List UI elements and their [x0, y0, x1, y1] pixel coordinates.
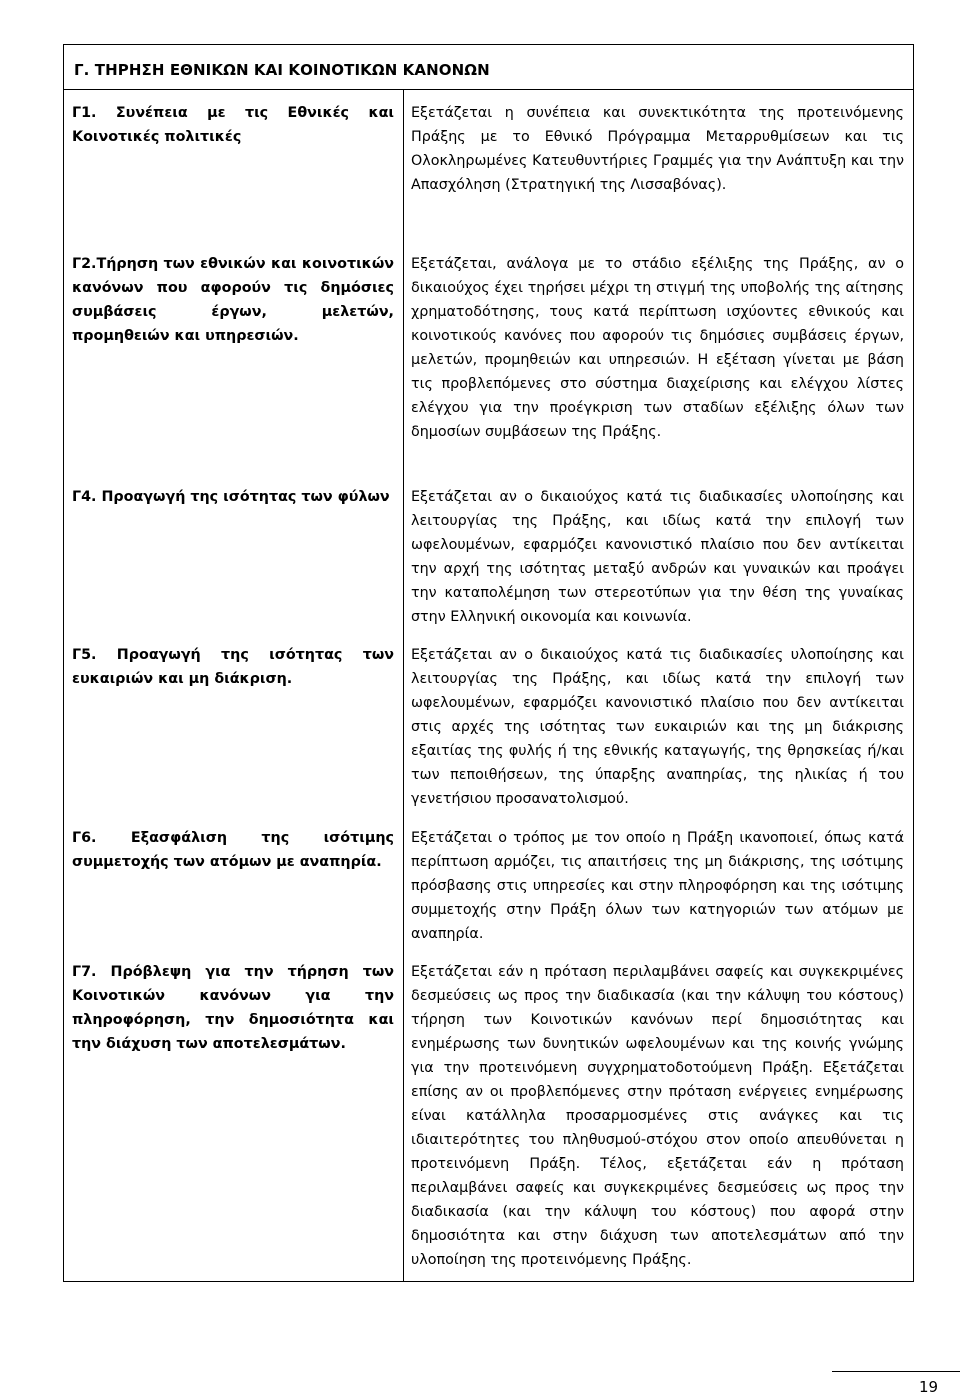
criteria-grid [64, 90, 913, 1281]
description-g2: Εξετάζεται, ανάλογα με το στάδιο εξέλιξης της Πράξης, αν ο δικαιούχος έχει τηρήσει μέχρι τη στιγμή της υποβολής της αίτησης χρηματοδότησης, τους κατά περίπτωση ισχύοντες εθνικούς και κοινοτικούς κανόνες που αφορούν τις δημόσιες συμβάσεις έργων, μελετών, προμηθειών και υπηρεσιών. Η εξέταση γίνεται με βάση τις προβλεπόμενες στο σύστημα διαχείρισης και ελέγχου λίστες ελέγχου για την προέγκριση των σταδίων εξέλιξης όλων των δημοσίων συμβάσεων της Πράξης. [411, 256, 904, 440]
description-g6: Εξετάζεται ο τρόπος με τον οποίο η Πράξη ικανοποιεί, όπως κατά περίπτωση αρμόζει, τις απαιτήσεις της μη διάκρισης, της ισότιμης πρόσβασης στις υπηρεσίες και στην πληροφόρηση και της ισότιμης συμμετοχής στην Πράξη όλων των κατηγοριών των ατόμων με αναπηρία. [411, 830, 904, 942]
criterion-g7: Γ7. Πρόβλεψη για την τήρηση των Κοινοτικών κανόνων για την πληροφόρηση, την δημοσιότητα και την διάχυση των αποτελεσμάτων. [72, 964, 394, 1052]
criterion-g1: Γ1. Συνέπεια με τις Εθνικές και Κοινοτικές πολιτικές [72, 105, 394, 145]
description-g7: Εξετάζεται εάν η πρόταση περιλαμβάνει σαφείς και συγκεκριμένες δεσμεύσεις ως προς την διαδικασία (και την κάλυψη του κόστους) τήρηση των Κοινοτικών κανόνων περί δημοσιότητας και ενημέρωσης των δυνητικών ωφελουμένων και της κοινής γνώμης για την προτεινόμενη συγχρηματοδοτούμενη Πράξη. Εξετάζεται επίσης αν οι προβλεπόμενες στην πρόταση ενέργειες ενημέρωσης είναι κατάλληλα προσαρμοσμένες στις ανάγκες και τις ιδιαιτερότητες του πληθυσμού-στόχου στον οποίο απευθύνεται η προτεινόμενη Πράξη. Τέλος, εξετάζεται εάν η πρόταση περιλαμβάνει σαφείς και συγκεκριμένες δεσμεύσεις ως προς την διαδικασία (και την κάλυψη του κόστους) που αφορά στην δημοσιότητα και στην διάχυση των αποτελεσμάτων από την υλοποίηση της προτεινόμενης Πράξης. [411, 964, 904, 1268]
footer-rule [832, 1371, 960, 1372]
criteria-table [63, 44, 914, 1282]
section-title: Γ. ΤΗΡΗΣΗ ΕΘΝΙΚΩΝ ΚΑΙ ΚΟΙΝΟΤΙΚΩΝ ΚΑΝΟΝΩΝ [64, 45, 913, 90]
description-g5: Εξετάζεται αν ο δικαιούχος κατά τις διαδικασίες υλοποίησης και λειτουργίας της Πράξης, και ιδίως κατά την επιλογή των ωφελουμένων, εφαρμόζει κανονιστικό πλαίσιο που δεν αντίκειται στις αρχές της ισότητας των ευκαιριών και της μη διάκρισης εξαιτίας της φυλής ή της εθνικής καταγωγής, της θρησκείας ή/και των πεποιθήσεων, της ύπαρξης αναπηρίας, της ηλικίας ή του γενετήσιου προσανατολισμού. [411, 647, 904, 807]
page-number: 19 [919, 1378, 939, 1396]
criterion-g2: Γ2.Τήρηση των εθνικών και κοινοτικών κανόνων που αφορούν τις δημόσιες συμβάσεις έργων, μελετών, προμηθειών και υπηρεσιών. [72, 256, 394, 344]
column-divider [403, 90, 404, 1281]
criterion-g5: Γ5. Προαγωγή της ισότητας των ευκαιριών και μη διάκριση. [72, 647, 394, 687]
description-g1: Εξετάζεται η συνέπεια και συνεκτικότητα της προτεινόμενης Πράξης με το Εθνικό Πρόγραμμα Μεταρρυθμίσεων και τις Ολοκληρωμένες Κατευθυντήριες Γραμμές για την Ανάπτυξη και την Απασχόληση (Στρατηγική της Λισσαβόνας). [411, 105, 904, 193]
criterion-g6: Γ6. Εξασφάλιση της ισότιμης συμμετοχής των ατόμων με αναπηρία. [72, 830, 394, 870]
description-g4: Εξετάζεται αν ο δικαιούχος κατά τις διαδικασίες υλοποίησης και λειτουργίας της Πράξης, και ιδίως κατά την επιλογή των ωφελουμένων, εφαρμόζει κανονιστικό πλαίσιο που δεν αντίκειται την αρχή της ισότητας μεταξύ ανδρών και γυναικών και προάγει την καταπολέμηση των στερεοτύπων για την θέση της γυναίκας στην Ελληνική οικονομία και κοινωνία. [411, 489, 904, 625]
criterion-g4: Γ4. Προαγωγή της ισότητας των φύλων [72, 489, 390, 505]
